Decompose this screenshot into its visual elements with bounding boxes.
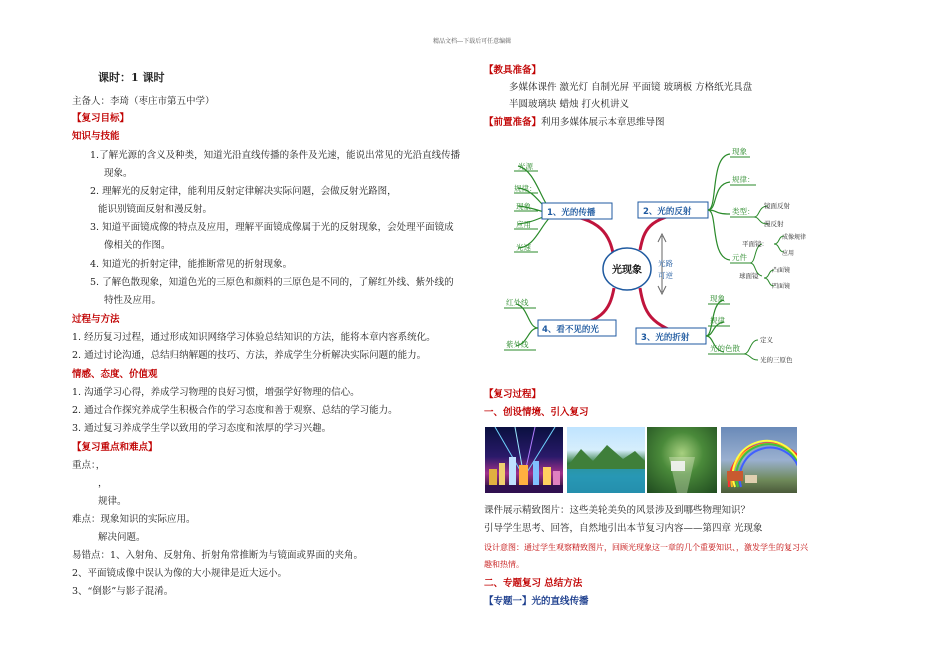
keypoint-line: 3、“倒影”与影子混淆。 xyxy=(72,586,174,597)
b2-curved-item: 凸面镜 xyxy=(772,267,791,274)
branch-label: 3、光的折射 xyxy=(641,333,690,343)
mind-map xyxy=(498,140,814,372)
knowledge-line: 现象。 xyxy=(104,168,133,179)
keypoint-line: ， xyxy=(98,478,108,489)
design-text-cont: 趣和热情。 xyxy=(484,560,524,569)
b2-flat-item: 成像规律 xyxy=(782,234,807,241)
design-text: 通过学生观察精致图片，回顾光现象这一章的几个重要知识、，激发学生的复习兴 xyxy=(524,543,808,552)
body-text: 引导学生思考、回答，自然地引出本节复习内容——第四章 光现象 xyxy=(484,523,763,534)
mid-label: 可逆 xyxy=(658,271,673,280)
lesson-duration: 课时：1 课时 xyxy=(98,71,165,84)
section-2-heading: 二、专题复习 总结方法 xyxy=(484,578,583,589)
forest-sunbeams-photo xyxy=(647,427,717,493)
b2-curved-item: 凹面镜 xyxy=(772,283,791,290)
b2-flat-item: 应用 xyxy=(782,250,795,257)
emotion-line: 3. 通过复习养成学生学以致用的学习态度和浓厚的学习兴趣。 xyxy=(72,423,332,434)
emotion-line: 2. 通过合作探究养成学生积极合作的学习态度和善于观察、总结的学习能力。 xyxy=(72,405,398,416)
design-intent xyxy=(484,542,808,553)
preparer-line: 主备人：李琦（枣庄市第五中学） xyxy=(72,96,215,107)
b3-color-item: 光的三原色 xyxy=(760,356,793,364)
b2-flat-mirror: 平面镜： xyxy=(742,240,768,248)
emotion-line: 1. 沟通学习心得，养成学习物理的良好习惯，增强学好物理的信心。 xyxy=(72,387,360,398)
topic-1-heading: 【专题一】光的直线传播 xyxy=(484,596,589,607)
knowledge-line: 3. 知道平面镜成像的特点及应用，理解平面镜成像属于光的反射现象，会处理平面镜成 xyxy=(90,222,454,233)
b3-item: 规律 xyxy=(710,316,725,325)
b3-item: 光的色散 xyxy=(710,344,740,353)
b1-item: 现象 xyxy=(516,202,531,211)
keypoint-line: 易错点：1、入射角、反射角、折射角常推断为与镜面或界面的夹角。 xyxy=(72,550,364,561)
knowledge-line: 4. 知道光的折射定律，能推断常见的折射现象。 xyxy=(90,259,293,270)
keypoint-line: 2、平面镜成像中误认为像的大小规律是近大远小。 xyxy=(72,568,288,579)
tools-line: 多媒体课件 激光灯 自制光屏 平面镜 玻璃板 方格纸光具盘 xyxy=(509,82,753,93)
b1-item: 光速 xyxy=(516,243,531,252)
pre-prep-text: 利用多媒体展示本章思维导图 xyxy=(541,117,665,128)
knowledge-line: 特性及应用。 xyxy=(104,295,162,306)
goals-heading: 【复习目标】 xyxy=(72,113,130,124)
keypoint-line: 重点：， xyxy=(72,460,106,471)
b2-type: 镜面反射 xyxy=(764,202,790,210)
tools-line: 半圆玻璃块 蜡烛 打火机讲义 xyxy=(509,99,630,110)
branch-label: 2、光的反射 xyxy=(643,207,692,217)
b3-color-item: 定义 xyxy=(760,336,773,344)
knowledge-line: 2. 理解光的反射定律，能利用反射定律解决实际问题，会做反射光路图， xyxy=(90,186,397,197)
review-heading: 【复习过程】 xyxy=(484,389,542,400)
b3-item: 现象 xyxy=(710,294,725,303)
b2-item: 类型： xyxy=(732,207,755,216)
b4-item: 紫外线 xyxy=(506,340,529,349)
b2-type: 漫反射 xyxy=(764,220,784,228)
pre-prep-line xyxy=(484,116,665,129)
knowledge-heading: 知识与技能 xyxy=(72,131,120,142)
keypoints-heading: 【复习重点和难点】 xyxy=(72,442,158,453)
process-line: 1. 经历复习过程，通过形成知识网络学习体验总结知识的方法，能将本章内容系统化。 xyxy=(72,332,436,343)
night-city-lasers-photo xyxy=(485,427,563,493)
body-text: 课件展示精致图片：这些美轮美奂的风景涉及到哪些物理知识？ xyxy=(484,505,751,516)
keypoint-line: 解决问题。 xyxy=(98,532,146,543)
b1-item: 光源 xyxy=(518,162,533,171)
branch-label: 1、光的传播 xyxy=(547,208,596,218)
b2-item: 现象 xyxy=(732,147,747,156)
b2-curved-mirror: 球面镜 xyxy=(739,272,759,280)
process-line: 2. 通过讨论沟通，总结归纳解题的技巧、方法，养成学生分析解决实际问题的能力。 xyxy=(72,350,427,361)
lake-mountains-photo xyxy=(567,427,645,493)
b1-item: 应用 xyxy=(516,220,531,229)
design-label: 设计意图： xyxy=(484,543,524,552)
page-header-note: 精品文档---下载后可任意编辑 xyxy=(433,38,512,45)
branch-label: 4、看不见的光 xyxy=(542,325,599,335)
center-label: 光现象 xyxy=(612,265,642,276)
tools-heading: 【教具准备】 xyxy=(484,65,542,76)
keypoint-line: 难点：现象知识的实际应用。 xyxy=(72,514,196,525)
b2-item: 规律： xyxy=(732,175,755,184)
section-1-heading: 一、创设情境、引入复习 xyxy=(484,407,589,418)
b1-item: 规律： xyxy=(514,184,537,193)
knowledge-line: 1.了解光源的含义及种类，知道光沿直线传播的条件及光速，能说出常见的光沿直线传播 xyxy=(90,150,461,161)
mid-label: 光路 xyxy=(658,259,673,268)
knowledge-line: 能识别镜面反射和漫反射。 xyxy=(98,204,213,215)
rainbow-village-photo xyxy=(721,427,797,493)
pre-prep-heading: 【前置准备】 xyxy=(484,117,542,128)
b2-item: 元件 xyxy=(732,253,747,262)
emotion-heading: 情感、态度、价值观 xyxy=(72,369,158,380)
keypoint-line: 规律。 xyxy=(98,496,127,507)
knowledge-line: 5. 了解色散现象，知道色光的三原色和颜料的三原色是不同的，了解红外线、紫外线的 xyxy=(90,277,454,288)
process-heading: 过程与方法 xyxy=(72,314,120,325)
b4-item: 红外线 xyxy=(506,298,529,307)
branch-line xyxy=(558,214,614,258)
knowledge-line: 像相关的作图。 xyxy=(104,240,171,251)
